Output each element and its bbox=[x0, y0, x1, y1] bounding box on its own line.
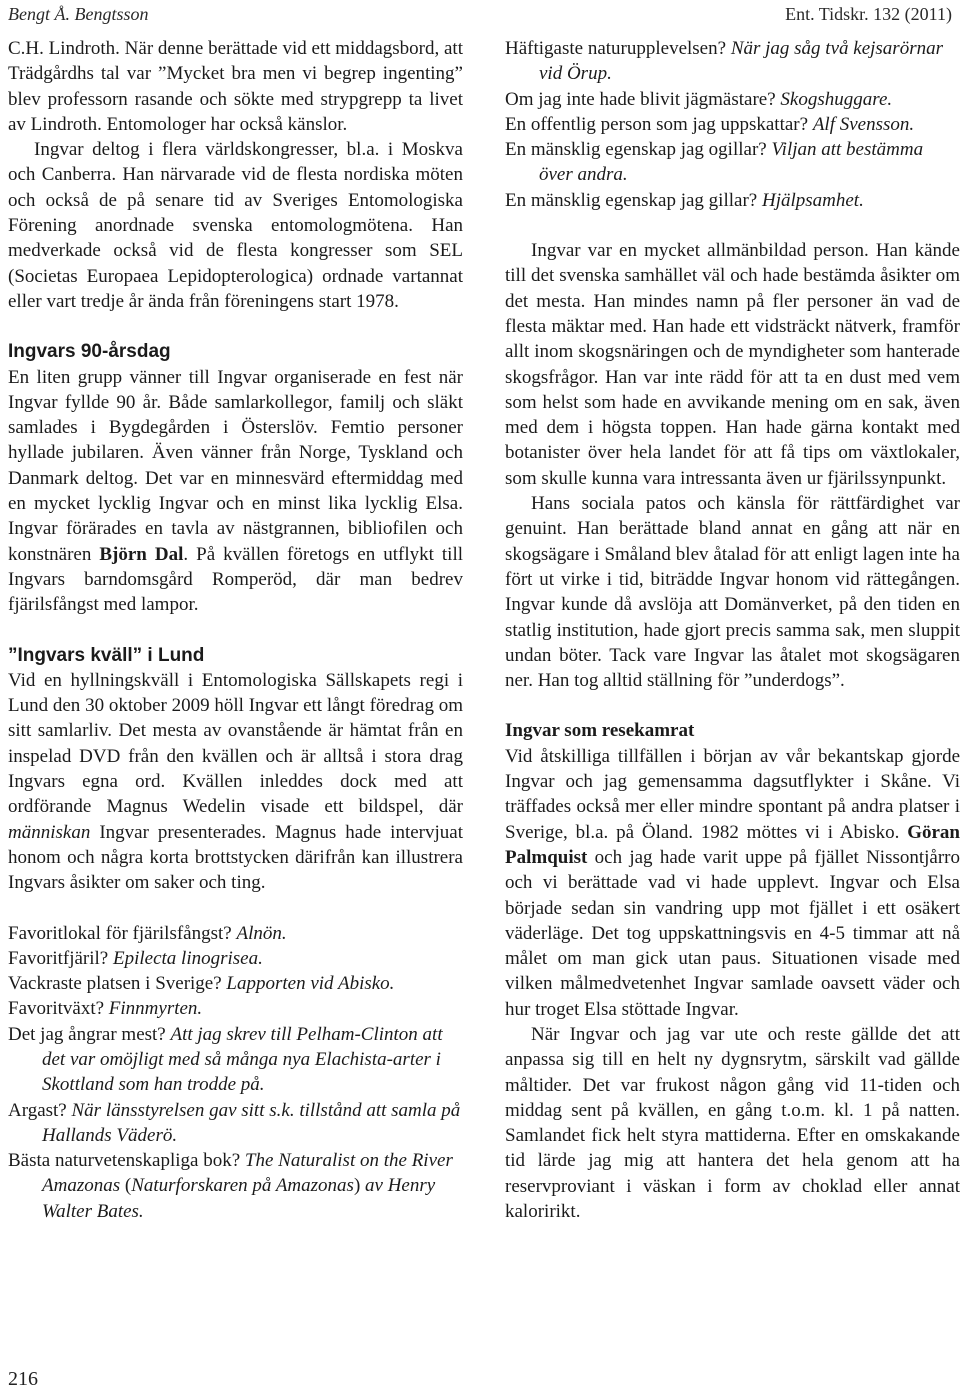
author-header: Bengt Å. Bengtsson bbox=[8, 4, 149, 24]
paragraph: Ingvar deltog i flera världskongresser, bl.a. i Moskva och Canberra. Han närvarade vid de flesta nordiska möten och också de på senare tid av Sveriges Entomologiska Förening anordnade svenska entomologmötena. Han medverkade också vid de flesta kongresser som SEL (Societas Europaea Lepidopterologica) ordnade vartannat eller vart tredje år ända från föreningens start 1978. bbox=[8, 139, 463, 312]
section-heading: Ingvar som resekamrat bbox=[505, 720, 695, 742]
paragraph: När Ingvar och jag var ute och reste gällde det att anpassa sig till en helt ny dygnsrytm, särskilt vad gällde måltider. Det var frukost någon gång vid 11-tiden och middag sent på kvällen, en gång t.o.m. kl. 1 på natten. Samlandet fick helt styra mattiderna. Efter en omskakande tid lärde jag mig att hantera det hela genom att ha reservproviant i väskan i form av choklad eller annat kaloririkt. bbox=[505, 1023, 960, 1223]
paragraph: Ingvar var en mycket allmänbildad person. Han kände till det svenska samhället väl och hade bestämda åsikter om det mesta. Han mindes namn på fler personer än vad de flesta mäktar med. Han hade ett vidsträckt nätverk, framför allt inom skogsnäringen och de myndigheter som hanterade skogsfrågor. Han var inte rädd för att ta en dust med vem som helst som hade en avvikande mening om en sak, även med dem i högsta toppen. Han hade gärna kontakt med botanister över hela landet för att få tips om växtlokaler, som skulle kunna vara intressanta även ur fjärilssynpunkt. bbox=[505, 240, 960, 489]
paragraph: En liten grupp vänner till Ingvar organiserade en fest när Ingvar fyllde 90 år. Både samlarkollegor, familj och släkt samlades i Bygdegården i Österslöv. Femtio personer hyllade jubilaren. Även vänner från Norge, Tyskland och Danmark deltog. Det var en minnesvärd eftermiddag med en mycket lycklig Ingvar och en minst lika lycklig Elsa. Ingvar förärades en tavla av nästgrannen, bibliofilen och konstnären Björn Dal. På kvällen företogs en utflykt till Ingvars barndomsgård Romperöd, där man bedrev fjärilsfångst med lampor. bbox=[8, 366, 463, 616]
right-column bbox=[505, 36, 960, 1224]
interview-item: Om jag inte hade blivit jägmästare? Skogshuggare. bbox=[505, 88, 893, 110]
interview-item: Bästa naturvetenskapliga bok? The Naturalist on the River Amazonas (Naturforskaren på Amazonas) av Henry Walter Bates. bbox=[8, 1150, 453, 1222]
interview-item: En offentlig person som jag uppskattar? Alf Svensson. bbox=[505, 113, 915, 135]
interview-item: Vackraste platsen i Sverige? Lapporten vid Abisko. bbox=[8, 973, 395, 995]
section-heading: ”Ingvars kväll” i Lund bbox=[8, 644, 205, 666]
interview-list bbox=[8, 921, 463, 1225]
interview-item: En mänsklig egenskap jag ogillar? Viljan att bestämma över andra. bbox=[505, 139, 924, 186]
interview-item: Argast? När länsstyrelsen gav sitt s.k. tillstånd att samla på Hallands Väderö. bbox=[8, 1099, 461, 1146]
running-head bbox=[8, 4, 952, 30]
person-name: Göran Palmquist bbox=[505, 821, 960, 868]
paragraph: C.H. Lindroth. När denne berättade vid ett middagsbord, att Trädgårdhs tal var ”Mycket bra men vi begrep ingenting” blev professorn rasande och sökte med strypgrepp ta livet av Lindroth. Entomologer har också känslor. bbox=[8, 38, 463, 135]
interview-item: Favoritlokal för fjärilsfångst? Alnön. bbox=[8, 922, 287, 944]
paragraph: Vid en hyllningskväll i Entomologiska Sällskapets regi i Lund den 30 oktober 2009 höll Ingvar ett långt föredrag om sitt samlarliv. Det mesta av ovanstående är hämtat från en inspelad DVD från den kvällen och är alltså i stora drag Ingvars egna ord. Kvällen inleddes dock med att ordförande Magnus Wedelin visade ett bildspel, där människan Ingvar presenterades. Magnus hade intervjuat honom och några korta brottstycken därifrån kan illustrera Ingvars åsikter om saker och ting. bbox=[8, 669, 463, 894]
interview-item: Favoritfjäril? Epilecta linogrisea. bbox=[8, 947, 263, 969]
page-number: 216 bbox=[8, 1368, 38, 1390]
left-column bbox=[8, 36, 463, 1224]
paragraph: Vid åtskilliga tillfällen i början av vår bekantskap gjorde Ingvar och jag gemensamma dagsutflykter i Skåne. Vi träffades också mer eller mindre spontant på andra platser i Sverige, bl.a. på Öland. 1982 möttes vi i Abisko. Göran Palmquist och jag hade varit uppe på fjället Nissontjårro och vi berättade vad vi hade upplevt. Ingvar och Elsa började sedan sin vandring upp mot fjället i ett osäkert väderläge. Det tog uppskattningsvis en 4-5 timmar att nå målet om man gick utan paus. Situationen visade med vilken målmedvetenhet Ingvar samlade oavsett väder och hur troget Elsa stöttade Ingvar. bbox=[505, 745, 960, 1020]
interview-item: En mänsklig egenskap jag gillar? Hjälpsamhet. bbox=[505, 189, 864, 211]
section-heading: Ingvars 90-årsdag bbox=[8, 341, 171, 363]
paragraph: Hans sociala patos och känsla för rättfärdighet var genuint. Han berättade bland annat en gång att när en skogsägare i Småland blev åtalad för att enligt lagen inte ha fört ut virke i tid, biträdde Ingvar honom vid rättegången. Ingvar kunde då avslöja att Domänverket, på den tiden en statlig institution, hade gjort precis samma sak, men sluppit undan böter. Tack vare Ingvar las åtalet mot skogsägaren ner. Han tog alltid ställning för ”underdogs”. bbox=[505, 493, 960, 692]
interview-item: Det jag ångrar mest? Att jag skrev till Pelham-Clinton att det var omöjligt med så många nya Elachista-arter i Skottland som han trodde på. bbox=[8, 1023, 443, 1096]
interview-list bbox=[505, 36, 960, 213]
person-name: Björn Dal bbox=[99, 543, 184, 565]
interview-item: Häftigaste naturupplevelsen? När jag såg två kejsarörnar vid Örup. bbox=[505, 38, 943, 85]
journal-header: Ent. Tidskr. 132 (2011) bbox=[785, 4, 952, 24]
interview-item: Favoritväxt? Finnmyrten. bbox=[8, 998, 203, 1020]
